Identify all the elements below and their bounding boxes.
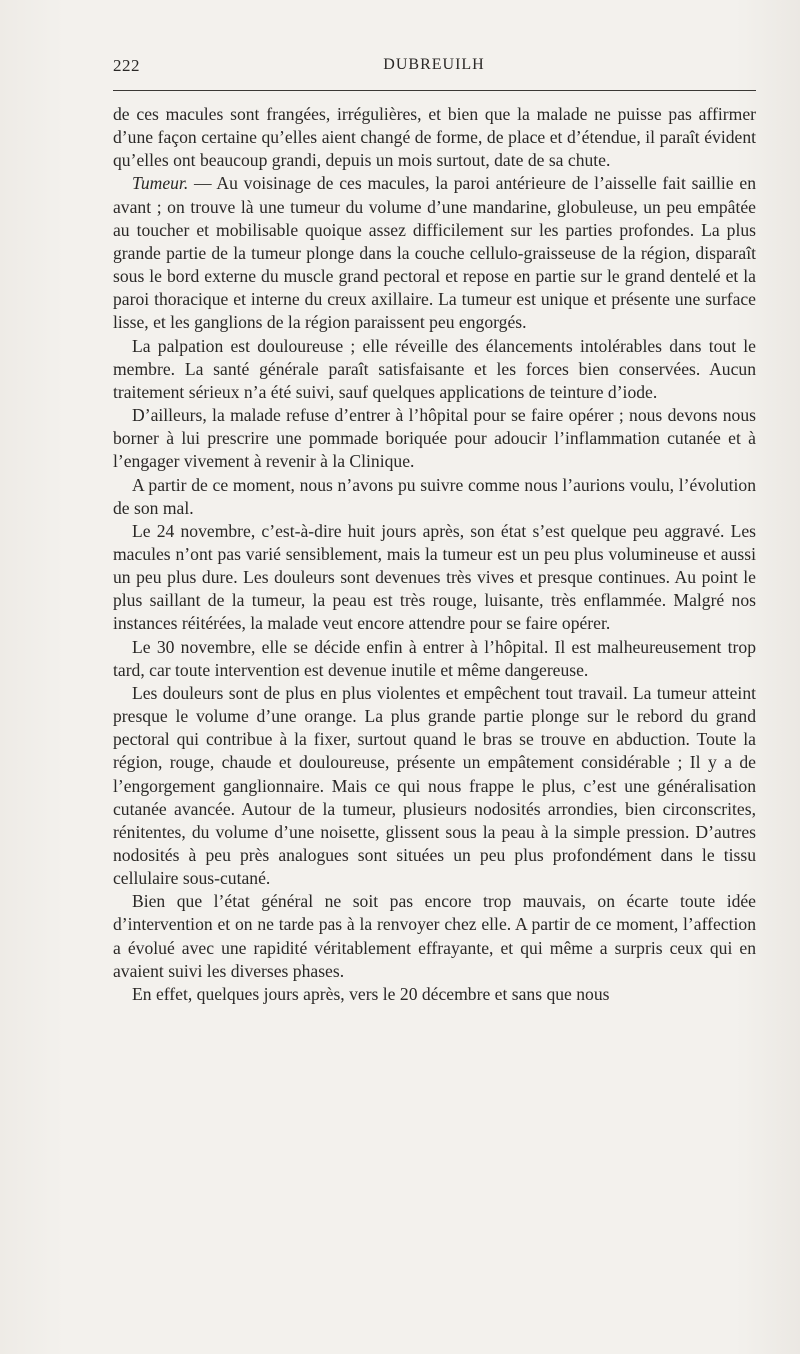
body-text: [113, 103, 756, 1006]
header-rule: [113, 90, 756, 91]
paragraph: Les douleurs sont de plus en plus violentes et empêchent tout travail. La tumeur atteint presque le volume d’une orange. La plus grande partie plonge sur le rebord du grand pectoral qui contribue à la fixer, surtout quand le bras se trouve en abduction. Toute la région, rouge, chaude et douloureuse, présente un empâtement considérable ; Il y a de l’engorgement ganglionnaire. Mais ce qui nous frappe le plus, c’est une généralisation cutanée avancée. Autour de la tumeur, plusieurs nodosités arrondies, bien circonscrites, rénitentes, du volume d’une noisette, glissent sous la peau à la simple pression. D’autres nodosités à peu près analogues sont situées un peu plus profondément dans le tissu cellulaire sous-cutané.: [113, 682, 756, 889]
page-number: 222: [113, 56, 140, 75]
paragraph: Tumeur. — Au voisinage de ces macules, la paroi antérieure de l’aisselle fait saillie en avant ; on trouve là une tumeur du volume d’une mandarine, globuleuse, un peu empâtée au toucher et mobilisable quoique assez difficilement sur les parties profondes. La plus grande partie de la tumeur plonge dans la couche cellulo-graisseuse de la région, disparaît sous le bord externe du muscle grand pectoral et repose en partie sur le grand dentelé et la paroi thoracique et interne du creux axillaire. La tumeur est unique et présente une surface lisse, et les ganglions de la région paraissent peu engorgés.: [113, 173, 756, 333]
paragraph: D’ailleurs, la malade refuse d’entrer à l’hôpital pour se faire opérer ; nous devons nous borner à lui prescrire une pommade boriquée pour adoucir l’inflammation cutanée et à l’engager vivement à revenir à la Clinique.: [113, 405, 756, 472]
paragraph: Le 24 novembre, c’est-à-dire huit jours après, son état s’est quelque peu aggravé. Les macules n’ont pas varié sensiblement, mais la tumeur est un peu plus volumineuse et aussi un peu plus dure. Les douleurs sont devenues très vives et presque continues. Au point le plus saillant de la tumeur, la peau est très rouge, luisante, très enflammée. Malgré nos instances réitérées, la malade veut encore attendre pour se faire opérer.: [113, 520, 756, 634]
running-head: DUBREUILH: [383, 56, 485, 73]
section-lead: Tumeur.: [132, 173, 189, 194]
paragraph: de ces macules sont frangées, irrégulières, et bien que la malade ne puisse pas affirmer d’une façon certaine qu’elles aient changé de forme, de place et d’étendue, il paraît évident qu’elles ont beaucoup grandi, depuis un mois surtout, date de sa chute.: [113, 104, 756, 171]
page-header: [113, 56, 755, 82]
paragraph: La palpation est douloureuse ; elle réveille des élancements intolérables dans tout le membre. La santé générale paraît satisfaisante et les forces bien conservées. Aucun traitement sérieux n’a été suivi, sauf quelques applications de teinture d’iode.: [113, 335, 756, 402]
paragraph: A partir de ce moment, nous n’avons pu suivre comme nous l’aurions voulu, l’évolution de son mal.: [113, 474, 756, 518]
paragraph: En effet, quelques jours après, vers le 20 décembre et sans que nous: [132, 983, 610, 1004]
paragraph: Bien que l’état général ne soit pas encore trop mauvais, on écarte toute idée d’intervention et on ne tarde pas à la renvoyer chez elle. A partir de ce moment, l’affection a évolué avec une rapidité véritablement effrayante, et qui même a surpris ceux qui en avaient suivi les diverses phases.: [113, 891, 756, 981]
paragraph: Le 30 novembre, elle se décide enfin à entrer à l’hôpital. Il est malheureusement trop tard, car toute intervention est devenue inutile et même dangereuse.: [113, 636, 756, 680]
